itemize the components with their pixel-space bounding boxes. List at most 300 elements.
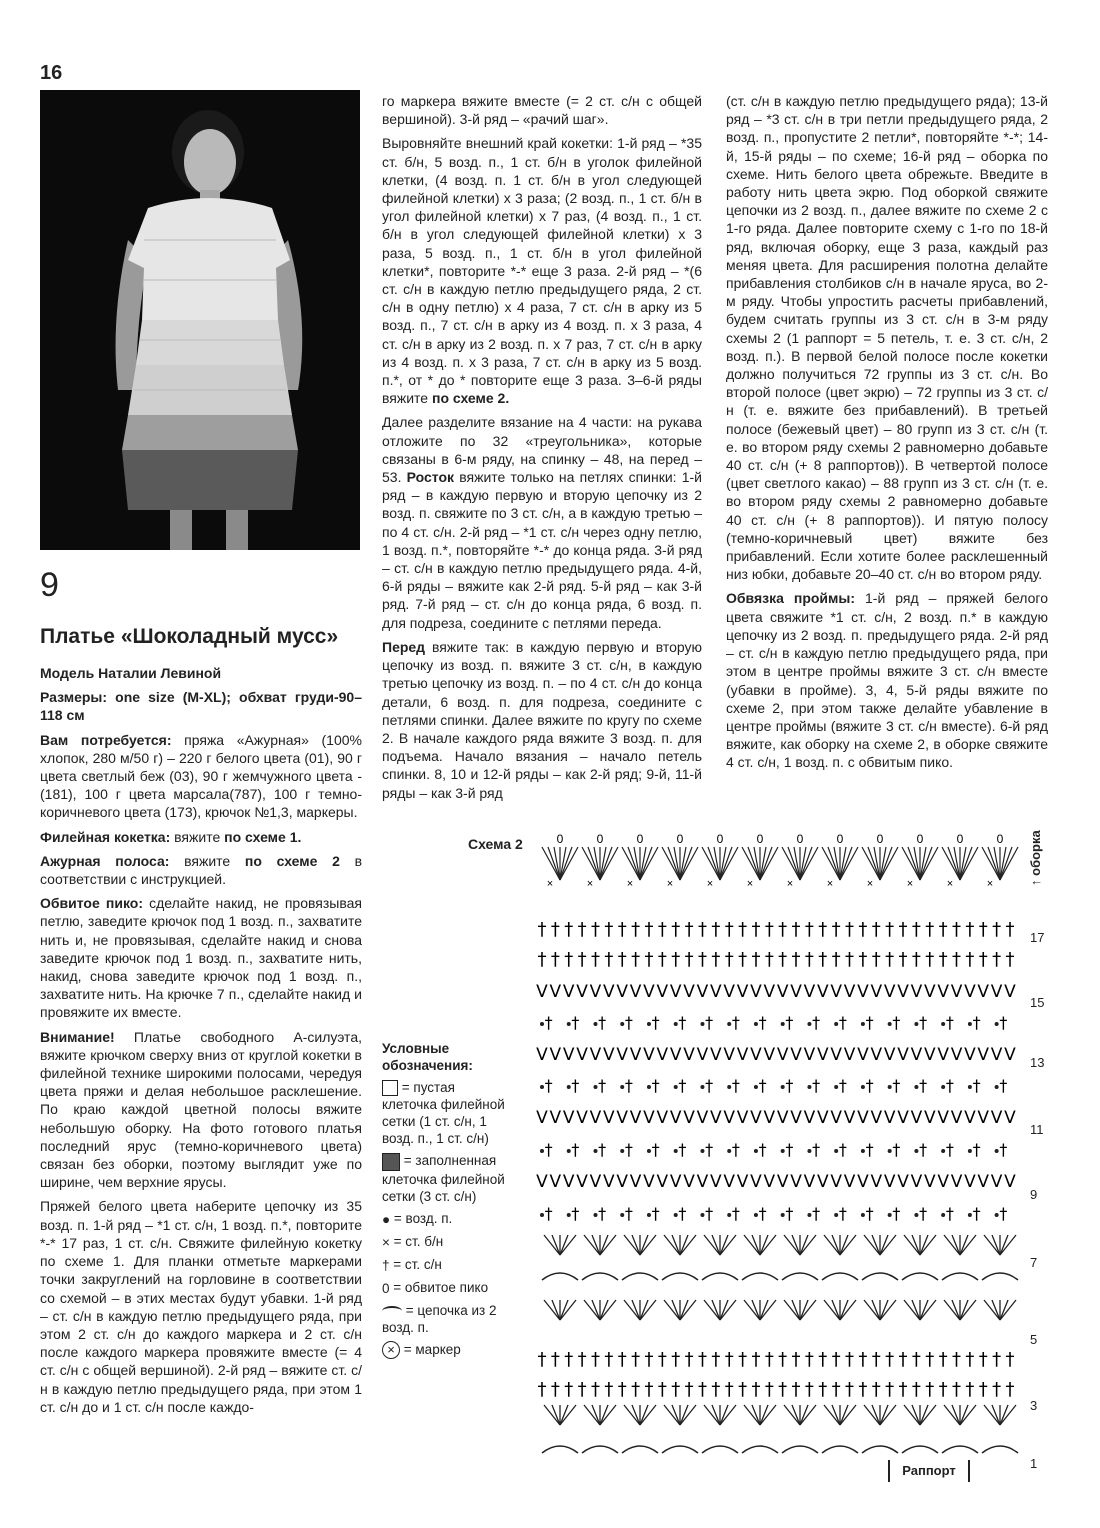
model-number: 9 — [40, 566, 59, 604]
sparse-row-8-chain — [647, 1213, 651, 1217]
sparse-row-14-chain — [593, 1022, 597, 1026]
row-number: 1 — [1030, 1456, 1038, 1471]
sparse-row-10: † — [571, 1140, 580, 1159]
arc-row-6 — [662, 1273, 698, 1280]
fan-row-5 — [640, 1300, 648, 1320]
fan-row-2 — [912, 1405, 920, 1425]
sc-mark: × — [866, 878, 874, 890]
ruffle-stitch — [680, 847, 692, 880]
fan-row-5 — [544, 1300, 560, 1320]
sparse-row-8: † — [731, 1204, 740, 1223]
v-row-11: V — [589, 1108, 602, 1128]
sparse-row-10: † — [945, 1140, 954, 1159]
fan-row-5 — [832, 1300, 840, 1320]
sparse-row-8-chain — [700, 1213, 704, 1217]
dc-row-17: † — [537, 919, 547, 940]
dc-row-4: † — [965, 1349, 975, 1370]
fan-row-7 — [912, 1235, 920, 1255]
fan-row-5 — [920, 1300, 936, 1320]
fan-row-2 — [792, 1405, 800, 1425]
picot-label: Обвитое пико: — [40, 895, 143, 912]
sparse-row-10-chain — [914, 1149, 918, 1153]
sparse-row-14-chain — [754, 1022, 758, 1026]
legend-filled-cell: = заполненная клеточка филейной сетки (3 ст. с/н) — [382, 1153, 505, 1204]
sparse-row-8: † — [919, 1204, 928, 1223]
dc-row-16: † — [818, 949, 828, 970]
fan-row-2 — [664, 1405, 680, 1425]
sparse-row-12: † — [598, 1076, 607, 1095]
v-row-13: V — [750, 1045, 762, 1065]
v-row-11: V — [803, 1108, 816, 1128]
sparse-row-8-chain — [807, 1213, 811, 1217]
v-row-13: V — [723, 1045, 736, 1065]
attention-text: Платье свободного А-силуэта, вяжите крючком сверху вниз от круглой кокетки в филейной технике широкими полосами, чередуя цвета пряжи и делая небольшое расклешение. По краю каждой цветной полосы вяжите небольшую оборку. На фото готового платья последний ярус (темно-коричневого цвета) связан без оборки, поэтому выглядит уже по ширине, чем верхние ярусы. — [40, 1028, 362, 1191]
sparse-row-8: † — [892, 1204, 901, 1223]
dc-row-3: † — [564, 1379, 574, 1400]
fan-row-7 — [824, 1235, 840, 1255]
v-row-15: V — [710, 982, 722, 1002]
col2-para-1: го маркера вяжите вместе (= 2 ст. с/н с общей вершиной). 3-й ряд – «рачий шаг». — [382, 93, 702, 128]
dc-row-17: † — [644, 919, 654, 940]
sparse-row-12-chain — [888, 1085, 892, 1089]
v-row-11: V — [576, 1108, 588, 1128]
dc-row-17: † — [791, 919, 801, 940]
fan-row-2 — [832, 1405, 840, 1425]
dc-row-3: † — [764, 1379, 774, 1400]
lace-ref: по схеме 2 — [244, 852, 340, 869]
fan-row-5 — [864, 1300, 880, 1320]
sparse-row-10-chain — [968, 1149, 972, 1153]
dc-row-4: † — [711, 1349, 721, 1370]
sparse-row-14: † — [544, 1013, 553, 1032]
fan-row-5 — [720, 1300, 736, 1320]
dc-row-3: † — [871, 1379, 881, 1400]
fan-row-7 — [872, 1235, 880, 1255]
sparse-row-12: † — [678, 1076, 687, 1095]
sparse-row-14-chain — [620, 1022, 624, 1026]
dc-row-4: † — [898, 1349, 908, 1370]
sc-mark: × — [626, 878, 634, 890]
arc-row-1 — [982, 1446, 1018, 1453]
sparse-row-14-chain — [807, 1022, 811, 1026]
dc-row-3: † — [992, 1379, 1002, 1400]
v-row-11: V — [536, 1108, 548, 1128]
v-row-11: V — [723, 1108, 736, 1128]
dc-row-3: † — [617, 1379, 627, 1400]
model-photo — [40, 90, 360, 550]
sparse-row-10-chain — [754, 1149, 758, 1153]
sparse-row-8: † — [678, 1204, 687, 1223]
dc-row-17: † — [1005, 919, 1015, 940]
v-row-13: V — [950, 1045, 963, 1065]
sparse-row-10: † — [865, 1140, 874, 1159]
dc-row-17: † — [911, 919, 921, 940]
dc-row-16: † — [711, 949, 721, 970]
picot-mark: 0 — [676, 832, 684, 846]
sparse-row-12-chain — [567, 1085, 571, 1089]
arc-row-1 — [622, 1446, 658, 1453]
fan-row-2 — [1000, 1405, 1008, 1425]
v-row-15: V — [857, 982, 869, 1002]
dc-row-17: † — [818, 919, 828, 940]
rostok-label: Росток — [406, 469, 455, 486]
col2-para-2-ref: по схеме 2. — [431, 390, 510, 407]
fan-row-2 — [680, 1405, 688, 1425]
sparse-row-10: † — [651, 1140, 660, 1159]
sparse-row-12: † — [731, 1076, 740, 1095]
row-number: 5 — [1030, 1332, 1038, 1347]
armhole-label: Обвязка проймы: — [726, 590, 856, 607]
v-row-15: V — [923, 982, 936, 1002]
v-row-15: V — [977, 982, 990, 1002]
fan-row-7 — [760, 1235, 768, 1255]
v-row-13: V — [990, 1045, 1003, 1065]
fan-row-2 — [552, 1405, 560, 1425]
fan-row-2 — [560, 1405, 576, 1425]
sparse-row-12-chain — [540, 1085, 544, 1089]
sparse-row-8-chain — [781, 1213, 785, 1217]
v-row-15: V — [790, 982, 802, 1002]
dc-row-16: † — [831, 949, 841, 970]
sparse-row-12: † — [624, 1076, 633, 1095]
fan-row-2 — [720, 1405, 728, 1425]
fan-row-7 — [600, 1235, 616, 1255]
sparse-row-14: † — [598, 1013, 607, 1032]
dc-row-4: † — [938, 1349, 948, 1370]
dc-row-3: † — [1005, 1379, 1015, 1400]
ruffle-stitch — [640, 847, 652, 880]
fan-row-5 — [560, 1300, 576, 1320]
ruffle-stitch — [708, 847, 720, 880]
arc-row-1 — [662, 1446, 698, 1453]
sparse-row-14: † — [758, 1013, 767, 1032]
sparse-row-8-chain — [888, 1213, 892, 1217]
dc-row-17: † — [898, 919, 908, 940]
picot-mark: 0 — [836, 832, 844, 846]
dc-row-17: † — [778, 919, 788, 940]
dc-row-17: † — [751, 919, 761, 940]
dc-row-3: † — [550, 1379, 560, 1400]
v-row-9: V — [683, 1172, 695, 1192]
dc-row-16: † — [537, 949, 547, 970]
chain-icon: ● — [382, 1211, 391, 1227]
dc-row-4: † — [724, 1349, 734, 1370]
sparse-row-12-chain — [700, 1085, 704, 1089]
sparse-row-14-chain — [968, 1022, 972, 1026]
dc-row-4: † — [952, 1349, 962, 1370]
row-number: 3 — [1030, 1398, 1038, 1413]
v-row-13: V — [883, 1045, 896, 1065]
fan-row-7 — [792, 1235, 800, 1255]
dc-row-16: † — [845, 949, 855, 970]
sparse-row-10-chain — [861, 1149, 865, 1153]
v-row-13: V — [763, 1045, 776, 1065]
sparse-row-12-chain — [754, 1085, 758, 1089]
fan-row-2 — [632, 1405, 640, 1425]
fan-row-2 — [624, 1405, 640, 1425]
picot-mark: 0 — [916, 832, 924, 846]
sparse-row-12: † — [544, 1076, 553, 1095]
fan-row-5 — [992, 1300, 1000, 1320]
sparse-row-14: † — [651, 1013, 660, 1032]
dc-row-16: † — [577, 949, 587, 970]
dc-row-17: † — [871, 919, 881, 940]
sparse-row-14: † — [972, 1013, 981, 1032]
dc-row-4: † — [804, 1349, 814, 1370]
sparse-row-10: † — [544, 1140, 553, 1159]
v-row-11: V — [750, 1108, 762, 1128]
v-row-11: V — [696, 1108, 709, 1128]
dc-row-17: † — [604, 919, 614, 940]
sc-mark: × — [586, 878, 594, 890]
sparse-row-14: † — [812, 1013, 821, 1032]
arc-row-6 — [902, 1273, 938, 1280]
dc-row-16: † — [764, 949, 774, 970]
dc-row-16: † — [791, 949, 801, 970]
v-row-15: V — [549, 982, 562, 1002]
picot-mark: 0 — [996, 832, 1004, 846]
dc-row-4: † — [590, 1349, 600, 1370]
dc-row-16: † — [751, 949, 761, 970]
empty-cell-icon — [382, 1080, 398, 1096]
yoke-text: вяжите — [170, 828, 225, 845]
fan-row-2 — [640, 1405, 656, 1425]
dc-row-17: † — [590, 919, 600, 940]
fan-row-7 — [544, 1235, 560, 1255]
arc-row-1 — [902, 1446, 938, 1453]
dc-row-4: † — [845, 1349, 855, 1370]
picot-mark: 0 — [956, 832, 964, 846]
fan-row-2 — [864, 1405, 880, 1425]
fan-row-7 — [832, 1235, 840, 1255]
dc-row-4: † — [871, 1349, 881, 1370]
v-row-11: V — [843, 1108, 856, 1128]
dc-row-4: † — [631, 1349, 641, 1370]
dc-row-16: † — [684, 949, 694, 970]
fan-row-5 — [952, 1300, 960, 1320]
sparse-row-12-chain — [727, 1085, 731, 1089]
sparse-row-8-chain — [727, 1213, 731, 1217]
fan-row-7 — [800, 1235, 808, 1255]
sparse-row-12: † — [945, 1076, 954, 1095]
v-row-9: V — [870, 1172, 883, 1192]
v-row-15: V — [803, 982, 816, 1002]
dc-row-16: † — [617, 949, 627, 970]
v-row-15: V — [883, 982, 896, 1002]
rapport-label: Раппорт — [902, 1463, 956, 1478]
v-row-13: V — [669, 1045, 682, 1065]
sparse-row-12: † — [785, 1076, 794, 1095]
dc-row-16: † — [992, 949, 1002, 970]
fan-row-7 — [1000, 1235, 1016, 1255]
dc-row-16: † — [564, 949, 574, 970]
fan-row-7 — [720, 1235, 728, 1255]
dc-row-16: † — [804, 949, 814, 970]
dc-row-3: † — [938, 1379, 948, 1400]
row-number: 7 — [1030, 1255, 1038, 1270]
instructions-para: Пряжей белого цвета наберите цепочку из 35 возд. п. 1-й ряд – *1 ст. с/н, 1 возд. п.*, повторите *-* 17 раз, 1 ст. с/н. Свяжите филейную кокетку по схеме 1. Для планки отметьте маркерами точки закруглений на горловине в соответствии со схемой – в этих местах будут убавки. 1-й ряд – ст. с/н в каждую петлю предыдущего ряда, при этом 2 ст. с/н до каждого маркера и 2 ст. с/н после каждого маркера провяжите вместе (= 4 ст. с/н с общей вершиной). 2-й ряд – вяжите ст. с/н в каждую петлю предыдущего ряда, при этом 1 ст. с/н до и 1 ст. с/н после каждо- — [40, 1198, 362, 1415]
arc-row-6 — [822, 1273, 858, 1280]
fan-row-7 — [960, 1235, 976, 1255]
legend-sc: = ст. б/н — [393, 1233, 444, 1249]
v-row-9: V — [883, 1172, 896, 1192]
fan-row-5 — [880, 1300, 896, 1320]
v-row-13: V — [897, 1045, 909, 1065]
dc-row-4: † — [778, 1349, 788, 1370]
dc-row-4: † — [911, 1349, 921, 1370]
sparse-row-14: † — [919, 1013, 928, 1032]
dc-row-16: † — [925, 949, 935, 970]
arc-row-6 — [942, 1273, 978, 1280]
sparse-row-12: † — [571, 1076, 580, 1095]
dc-row-16: † — [858, 949, 868, 970]
legend-chain2: = цепочка из 2 возд. п. — [382, 1302, 497, 1335]
arc-row-1 — [782, 1446, 818, 1453]
fan-row-7 — [920, 1235, 928, 1255]
v-row-11: V — [643, 1108, 655, 1128]
dc-row-16: † — [952, 949, 962, 970]
sparse-row-8: † — [865, 1204, 874, 1223]
fan-row-5 — [984, 1300, 1000, 1320]
fan-row-2 — [744, 1405, 760, 1425]
v-row-9: V — [964, 1172, 976, 1192]
sparse-row-14-chain — [540, 1022, 544, 1026]
v-row-15: V — [723, 982, 736, 1002]
fan-row-5 — [704, 1300, 720, 1320]
dc-row-16: † — [550, 949, 560, 970]
sparse-row-8: † — [544, 1204, 553, 1223]
dc-row-17: † — [711, 919, 721, 940]
fan-row-2 — [904, 1405, 920, 1425]
v-row-9: V — [897, 1172, 909, 1192]
arc-row-6 — [622, 1273, 658, 1280]
dc-row-4: † — [684, 1349, 694, 1370]
oborka-label: ↑ оборка — [1028, 830, 1043, 886]
sparse-row-8: † — [651, 1204, 660, 1223]
v-row-11: V — [1004, 1108, 1016, 1128]
v-row-11: V — [883, 1108, 896, 1128]
v-row-15: V — [870, 982, 883, 1002]
sparse-row-8: † — [571, 1204, 580, 1223]
v-row-15: V — [616, 982, 629, 1002]
fan-row-5 — [904, 1300, 920, 1320]
dc-row-4: † — [738, 1349, 748, 1370]
v-row-9: V — [803, 1172, 816, 1192]
ruffle-stitch — [748, 847, 760, 880]
fan-row-5 — [912, 1300, 920, 1320]
sparse-row-8-chain — [968, 1213, 972, 1217]
sparse-row-8-chain — [941, 1213, 945, 1217]
fan-row-2 — [944, 1405, 960, 1425]
sparse-row-10-chain — [647, 1149, 651, 1153]
fan-row-5 — [720, 1300, 728, 1320]
dc-row-3: † — [590, 1379, 600, 1400]
row-number: 15 — [1030, 995, 1045, 1010]
ruffle-stitch — [908, 847, 920, 880]
dc-row-16: † — [671, 949, 681, 970]
fan-row-5 — [600, 1300, 616, 1320]
fan-row-7 — [960, 1235, 968, 1255]
fan-row-7 — [640, 1235, 656, 1255]
v-row-9: V — [576, 1172, 588, 1192]
sparse-row-8-chain — [995, 1213, 999, 1217]
fan-row-5 — [840, 1300, 856, 1320]
dc-row-17: † — [952, 919, 962, 940]
fan-row-7 — [584, 1235, 600, 1255]
sparse-row-10: † — [812, 1140, 821, 1159]
fan-row-2 — [880, 1405, 896, 1425]
dc-row-4: † — [604, 1349, 614, 1370]
sparse-row-12: † — [919, 1076, 928, 1095]
ruffle-stitch — [988, 847, 1000, 880]
ruffle-stitch — [800, 847, 812, 880]
sparse-row-12: † — [972, 1076, 981, 1095]
sparse-row-12: † — [705, 1076, 714, 1095]
sparse-row-12-chain — [914, 1085, 918, 1089]
sparse-row-14-chain — [861, 1022, 865, 1026]
sparse-row-8: † — [785, 1204, 794, 1223]
filled-cell-icon — [382, 1153, 400, 1171]
v-row-13: V — [696, 1045, 709, 1065]
picot-mark: 0 — [796, 832, 804, 846]
sparse-row-10: † — [731, 1140, 740, 1159]
v-row-11: V — [656, 1108, 669, 1128]
v-row-13: V — [643, 1045, 655, 1065]
dc-row-3: † — [978, 1379, 988, 1400]
picot-mark: 0 — [556, 832, 564, 846]
sparse-row-12-chain — [861, 1085, 865, 1089]
sparse-row-8-chain — [754, 1213, 758, 1217]
dc-row-17: † — [577, 919, 587, 940]
v-row-11: V — [710, 1108, 722, 1128]
sparse-row-8: † — [999, 1204, 1008, 1223]
fan-row-5 — [1000, 1300, 1008, 1320]
sc-mark: × — [826, 878, 834, 890]
v-row-15: V — [696, 982, 709, 1002]
dc-row-3: † — [778, 1379, 788, 1400]
v-row-15: V — [643, 982, 655, 1002]
v-row-15: V — [629, 982, 642, 1002]
sparse-row-12-chain — [647, 1085, 651, 1089]
fan-row-5 — [792, 1300, 800, 1320]
dc-row-4: † — [791, 1349, 801, 1370]
sparse-row-14-chain — [567, 1022, 571, 1026]
fan-row-7 — [944, 1235, 960, 1255]
v-row-11: V — [736, 1108, 749, 1128]
fan-row-7 — [560, 1235, 576, 1255]
fan-row-2 — [704, 1405, 720, 1425]
v-row-13: V — [589, 1045, 602, 1065]
v-row-13: V — [629, 1045, 642, 1065]
dc-row-16: † — [965, 949, 975, 970]
fan-row-2 — [984, 1405, 1000, 1425]
yoke-label: Филейная кокетка: — [40, 828, 171, 845]
dc-row-17: † — [831, 919, 841, 940]
fan-row-7 — [632, 1235, 640, 1255]
dc-row-17: † — [724, 919, 734, 940]
sparse-row-14: † — [678, 1013, 687, 1032]
v-row-15: V — [776, 982, 789, 1002]
dc-row-17: † — [671, 919, 681, 940]
dc-row-3: † — [925, 1379, 935, 1400]
arc-row-6 — [782, 1273, 818, 1280]
v-row-15: V — [576, 982, 588, 1002]
fan-row-5 — [944, 1300, 960, 1320]
ruffle-stitch — [788, 847, 800, 880]
sparse-row-14: † — [945, 1013, 954, 1032]
dc-row-17: † — [978, 919, 988, 940]
fan-row-2 — [712, 1405, 720, 1425]
